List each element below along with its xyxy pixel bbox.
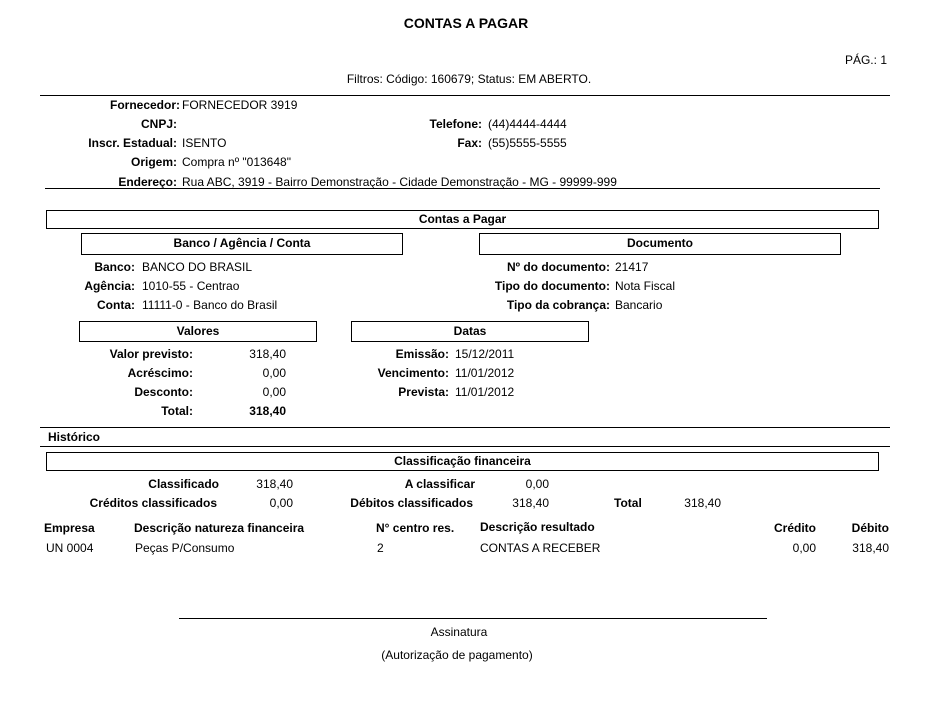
- emissao-label: Emissão:: [395, 347, 449, 361]
- endereco-label: Endereço:: [118, 175, 177, 189]
- signature-line: [179, 618, 767, 619]
- tipo-cob-label: Tipo da cobrança:: [506, 298, 610, 312]
- desconto-value: 0,00: [262, 385, 286, 399]
- conta-label: Conta:: [97, 298, 135, 312]
- origem-label: Origem:: [130, 155, 177, 169]
- banco-label: Banco:: [94, 260, 135, 274]
- prevista-value: 11/01/2012: [455, 385, 515, 399]
- cell-debito: 318,40: [852, 541, 889, 555]
- banco-box: Banco / Agência / Conta: [81, 233, 403, 255]
- debitos-label: Débitos classificados: [350, 496, 473, 510]
- fax-value: (55)5555-5555: [488, 136, 567, 150]
- fax-label: Fax:: [457, 136, 482, 150]
- col-centro: N° centro res.: [376, 521, 455, 535]
- filters-text: Filtros: Código: 160679; Status: EM ABERTO.: [346, 72, 592, 86]
- page-title: CONTAS A PAGAR: [403, 15, 529, 31]
- classificado-value: 318,40: [256, 477, 293, 491]
- total-classificado-value: 318,40: [684, 496, 721, 510]
- contas-section-title: Contas a Pagar: [46, 210, 879, 229]
- total-classificado-label: Total: [614, 496, 642, 510]
- col-descricao-natureza: Descrição natureza financeira: [134, 521, 305, 535]
- banco-value: BANCO DO BRASIL: [142, 260, 253, 274]
- signature-label: Assinatura: [430, 625, 488, 639]
- agencia-label: Agência:: [84, 279, 135, 293]
- classificacao-section-title: Classificação financeira: [46, 452, 879, 471]
- valor-previsto-value: 318,40: [249, 347, 286, 361]
- fornecedor-value: FORNECEDOR 3919: [182, 98, 298, 112]
- conta-value: 11111-0 - Banco do Brasil: [142, 298, 278, 312]
- acrescimo-label: Acréscimo:: [127, 366, 193, 380]
- cell-descricao-natureza: Peças P/Consumo: [135, 541, 235, 555]
- a-classificar-label: A classificar: [404, 477, 475, 491]
- documento-box: Documento: [479, 233, 841, 255]
- cell-centro: 2: [377, 541, 384, 555]
- divider: [40, 427, 890, 428]
- col-debito: Débito: [851, 521, 889, 535]
- acrescimo-value: 0,00: [262, 366, 286, 380]
- creditos-label: Créditos classificados: [89, 496, 217, 510]
- total-value: 318,40: [249, 404, 286, 418]
- divider: [45, 188, 880, 189]
- vencimento-value: 11/01/2012: [455, 366, 515, 380]
- agencia-value: 1010-55 - Centrao: [142, 279, 240, 293]
- vencimento-label: Vencimento:: [377, 366, 449, 380]
- tipo-cob-value: Bancario: [615, 298, 663, 312]
- tipo-doc-label: Tipo do documento:: [494, 279, 610, 293]
- telefone-label: Telefone:: [429, 117, 482, 131]
- col-descricao-resultado: Descrição resultado: [480, 520, 595, 534]
- prevista-label: Prevista:: [398, 385, 449, 399]
- inscr-value: ISENTO: [182, 136, 227, 150]
- classificado-label: Classificado: [148, 477, 219, 491]
- desconto-label: Desconto:: [134, 385, 193, 399]
- cell-credito: 0,00: [792, 541, 816, 555]
- historico-label: Histórico: [48, 430, 101, 444]
- num-doc-label: Nº do documento:: [506, 260, 610, 274]
- fornecedor-label: Fornecedor:: [109, 98, 180, 112]
- tipo-doc-value: Nota Fiscal: [615, 279, 676, 293]
- total-label: Total:: [161, 404, 193, 418]
- page-number: PÁG.: 1: [844, 53, 887, 67]
- a-classificar-value: 0,00: [525, 477, 549, 491]
- cnpj-label: CNPJ:: [140, 117, 177, 131]
- telefone-value: (44)4444-4444: [488, 117, 567, 131]
- endereco-value: Rua ABC, 3919 - Bairro Demonstração - Cidade Demonstração - MG - 99999-999: [182, 175, 617, 189]
- cell-descricao-resultado: CONTAS A RECEBER: [480, 541, 601, 555]
- valor-previsto-label: Valor previsto:: [109, 347, 193, 361]
- col-credito: Crédito: [774, 521, 816, 535]
- datas-box: Datas: [351, 321, 589, 342]
- col-empresa: Empresa: [44, 521, 95, 535]
- emissao-value: 15/12/2011: [455, 347, 515, 361]
- signature-sublabel: (Autorização de pagamento): [381, 648, 533, 662]
- num-doc-value: 21417: [615, 260, 649, 274]
- inscr-label: Inscr. Estadual:: [88, 136, 177, 150]
- divider: [40, 95, 890, 96]
- divider: [40, 446, 890, 447]
- cell-empresa: UN 0004: [46, 541, 94, 555]
- valores-box: Valores: [79, 321, 317, 342]
- origem-value: Compra nº "013648": [182, 155, 291, 169]
- debitos-value: 318,40: [512, 496, 549, 510]
- creditos-value: 0,00: [269, 496, 293, 510]
